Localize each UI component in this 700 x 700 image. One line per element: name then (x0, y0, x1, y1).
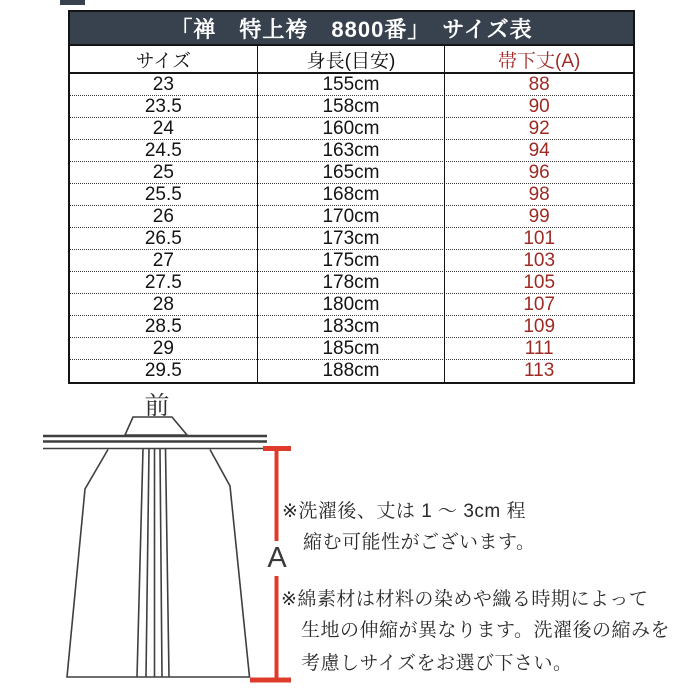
size-value: 28.5 (70, 316, 258, 338)
note-cotton-line-3: 考慮しサイズをお選び下さい。 (301, 653, 573, 674)
obishita-length-value: 105 (523, 272, 556, 293)
size-value: 25.5 (70, 184, 258, 206)
column-header-obishita-length: 帯下丈(A) (498, 50, 581, 72)
height-value: 160cm (258, 118, 446, 140)
obishita-length-value: 107 (523, 294, 556, 315)
size-value: 26 (70, 206, 258, 228)
obishita-length-value: 101 (523, 228, 556, 249)
front-label: 前 (144, 392, 170, 420)
column-header-size: サイズ (70, 46, 258, 72)
note-cotton-line-2: 生地の伸縮が異なります。洗濯後の縮みを (301, 620, 670, 641)
obishita-length-value: 94 (528, 140, 550, 161)
size-value: 27.5 (70, 272, 258, 294)
size-value: 24 (70, 118, 258, 140)
height-value: 168cm (258, 184, 446, 206)
height-value: 165cm (258, 162, 446, 184)
obishita-length-value: 98 (528, 184, 550, 205)
obishita-length-value: 103 (523, 250, 556, 271)
obishita-length-value: 113 (524, 360, 555, 381)
hakama-body-outline (67, 450, 250, 678)
note-shrink-line-1: ※洗濯後、丈は 1 ～ 3cm 程 (282, 501, 526, 522)
pleat-line (146, 449, 149, 677)
table-title: 「禅 特上袴 8800番」 サイズ表 (70, 12, 633, 46)
size-value: 29.5 (70, 360, 258, 382)
height-value: 188cm (258, 360, 446, 382)
obishita-length-value: 111 (524, 338, 554, 359)
column-header-height: 身長(目安) (258, 46, 446, 72)
size-value: 29 (70, 338, 258, 360)
height-value: 178cm (258, 272, 446, 294)
height-value: 185cm (258, 338, 446, 360)
size-value: 23.5 (70, 96, 258, 118)
pleat-line (160, 449, 162, 677)
pleat-line (166, 449, 170, 677)
note-cotton-line-1: ※綿素材は材料の染めや織る時期によって (281, 589, 649, 610)
obishita-length-value: 88 (528, 74, 550, 95)
height-value: 155cm (258, 74, 446, 96)
size-value: 23 (70, 74, 258, 96)
obishita-length-value: 96 (528, 162, 550, 183)
measure-a-label: A (267, 542, 287, 574)
height-value: 175cm (258, 250, 446, 272)
size-value: 28 (70, 294, 258, 316)
size-value: 25 (70, 162, 258, 184)
obishita-length-value: 109 (523, 316, 556, 337)
height-value: 163cm (258, 140, 446, 162)
obishita-length-value: 99 (528, 206, 550, 227)
obishita-length-value: 92 (528, 118, 550, 139)
size-value: 27 (70, 250, 258, 272)
height-value: 180cm (258, 294, 446, 316)
height-value: 158cm (258, 96, 446, 118)
note-shrink-line-2: 縮む可能性がございます。 (303, 532, 536, 553)
height-value: 173cm (258, 228, 446, 250)
size-value: 26.5 (70, 228, 258, 250)
pleat-line (137, 449, 143, 677)
height-value: 183cm (258, 316, 446, 338)
size-value: 24.5 (70, 140, 258, 162)
obishita-length-value: 90 (528, 96, 550, 117)
height-value: 170cm (258, 206, 446, 228)
